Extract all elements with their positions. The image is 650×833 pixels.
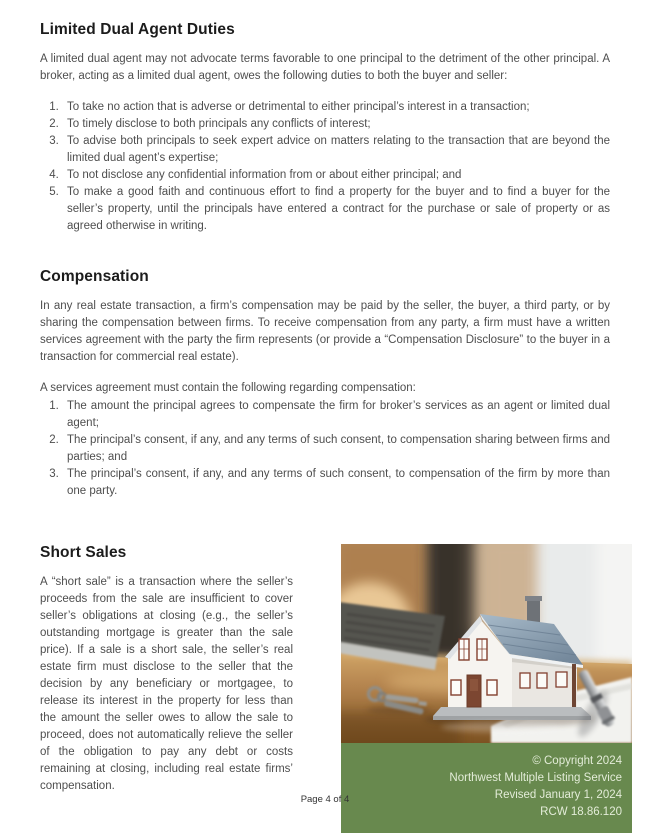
duties-list — [40, 99, 610, 235]
caption-line-rcw: RCW 18.86.120 — [540, 806, 622, 818]
paragraph-dual-agent-intro: A limited dual agent may not advocate terms favorable to one principal to the detriment of the other principal. A broker, acting as a limited dual agent, owes the following duties to both the buyer and seller: — [40, 53, 610, 82]
caption-line-copyright: © Copyright 2024 — [532, 755, 622, 767]
list-item: 3. The principal’s consent, if any, and any terms of such consent, to compensation of the firm by more than one party. — [62, 466, 610, 500]
caption-line-revised-date: Revised January 1, 2024 — [494, 789, 622, 801]
list-item: 4. To not disclose any confidential information from or about either principal; and — [62, 167, 610, 184]
heading-compensation: Compensation — [40, 268, 149, 285]
heading-short-sales: Short Sales — [40, 544, 127, 561]
paragraph-short-sales: A “short sale” is a transaction where the seller’s proceeds from the sale are insufficient to cover seller’s obligations at closing (e.g., the seller’s outstanding mortgage is greater than the sale price). If a sale is a short sale, the seller’s real estate firm must disclose to the seller that the decision by any beneficiary or mortgagee, to release its interest in the property for less than the amount the seller owes to allow the sale to proceed, does not automatically relieve the seller of the obligation to pay any debt or costs remaining at closing, including real estate firms’ compensation. — [40, 576, 293, 792]
section-compensation — [40, 268, 610, 500]
short-sales-text-column — [40, 544, 293, 795]
list-item: 5. To make a good faith and continuous effort to find a property for the buyer and to find a buyer for the seller’s property, until the principals have entered a contract for the purchase or sale of property or as agreed otherwise in writing. — [62, 184, 610, 235]
compensation-requirements-list — [40, 398, 610, 500]
list-item: 3. To advise both principals to seek expert advice on matters relating to the transaction that are beyond the limited dual agent’s expertise; — [62, 133, 610, 167]
list-item: 2. To timely disclose to both principals any conflicts of interest; — [62, 116, 610, 133]
list-item: 2. The principal’s consent, if any, and any terms of such consent, to compensation sharing between firms and parties; and — [62, 432, 610, 466]
copyright-caption — [341, 743, 632, 833]
caption-line-organization: Northwest Multiple Listing Service — [449, 772, 622, 784]
model-house-photo — [341, 544, 632, 743]
paragraph-compensation-intro: In any real estate transaction, a firm’s compensation may be paid by the seller, the buyer, a third party, or by sharing the compensation between firms. To receive compensation from any party, a firm must have a written services agreement with the party the firm represents (or provide a “Compensation Disclosure” to the buyer in a transaction for commercial real estate). — [40, 300, 610, 363]
model-house-photo-illustration — [341, 544, 632, 743]
paragraph-compensation-lead-in: A services agreement must contain the following regarding compensation: — [40, 382, 416, 394]
section-limited-dual-agent-duties — [40, 21, 610, 235]
page-number: Page 4 of 4 — [300, 794, 350, 805]
list-item: 1. The amount the principal agrees to compensate the firm for broker’s services as an agent or limited dual agent; — [62, 398, 610, 432]
heading-limited-dual-agent-duties: Limited Dual Agent Duties — [40, 21, 235, 38]
photo-and-caption — [341, 544, 632, 833]
list-item: 1. To take no action that is adverse or detrimental to either principal’s interest in a transaction; — [62, 99, 610, 116]
